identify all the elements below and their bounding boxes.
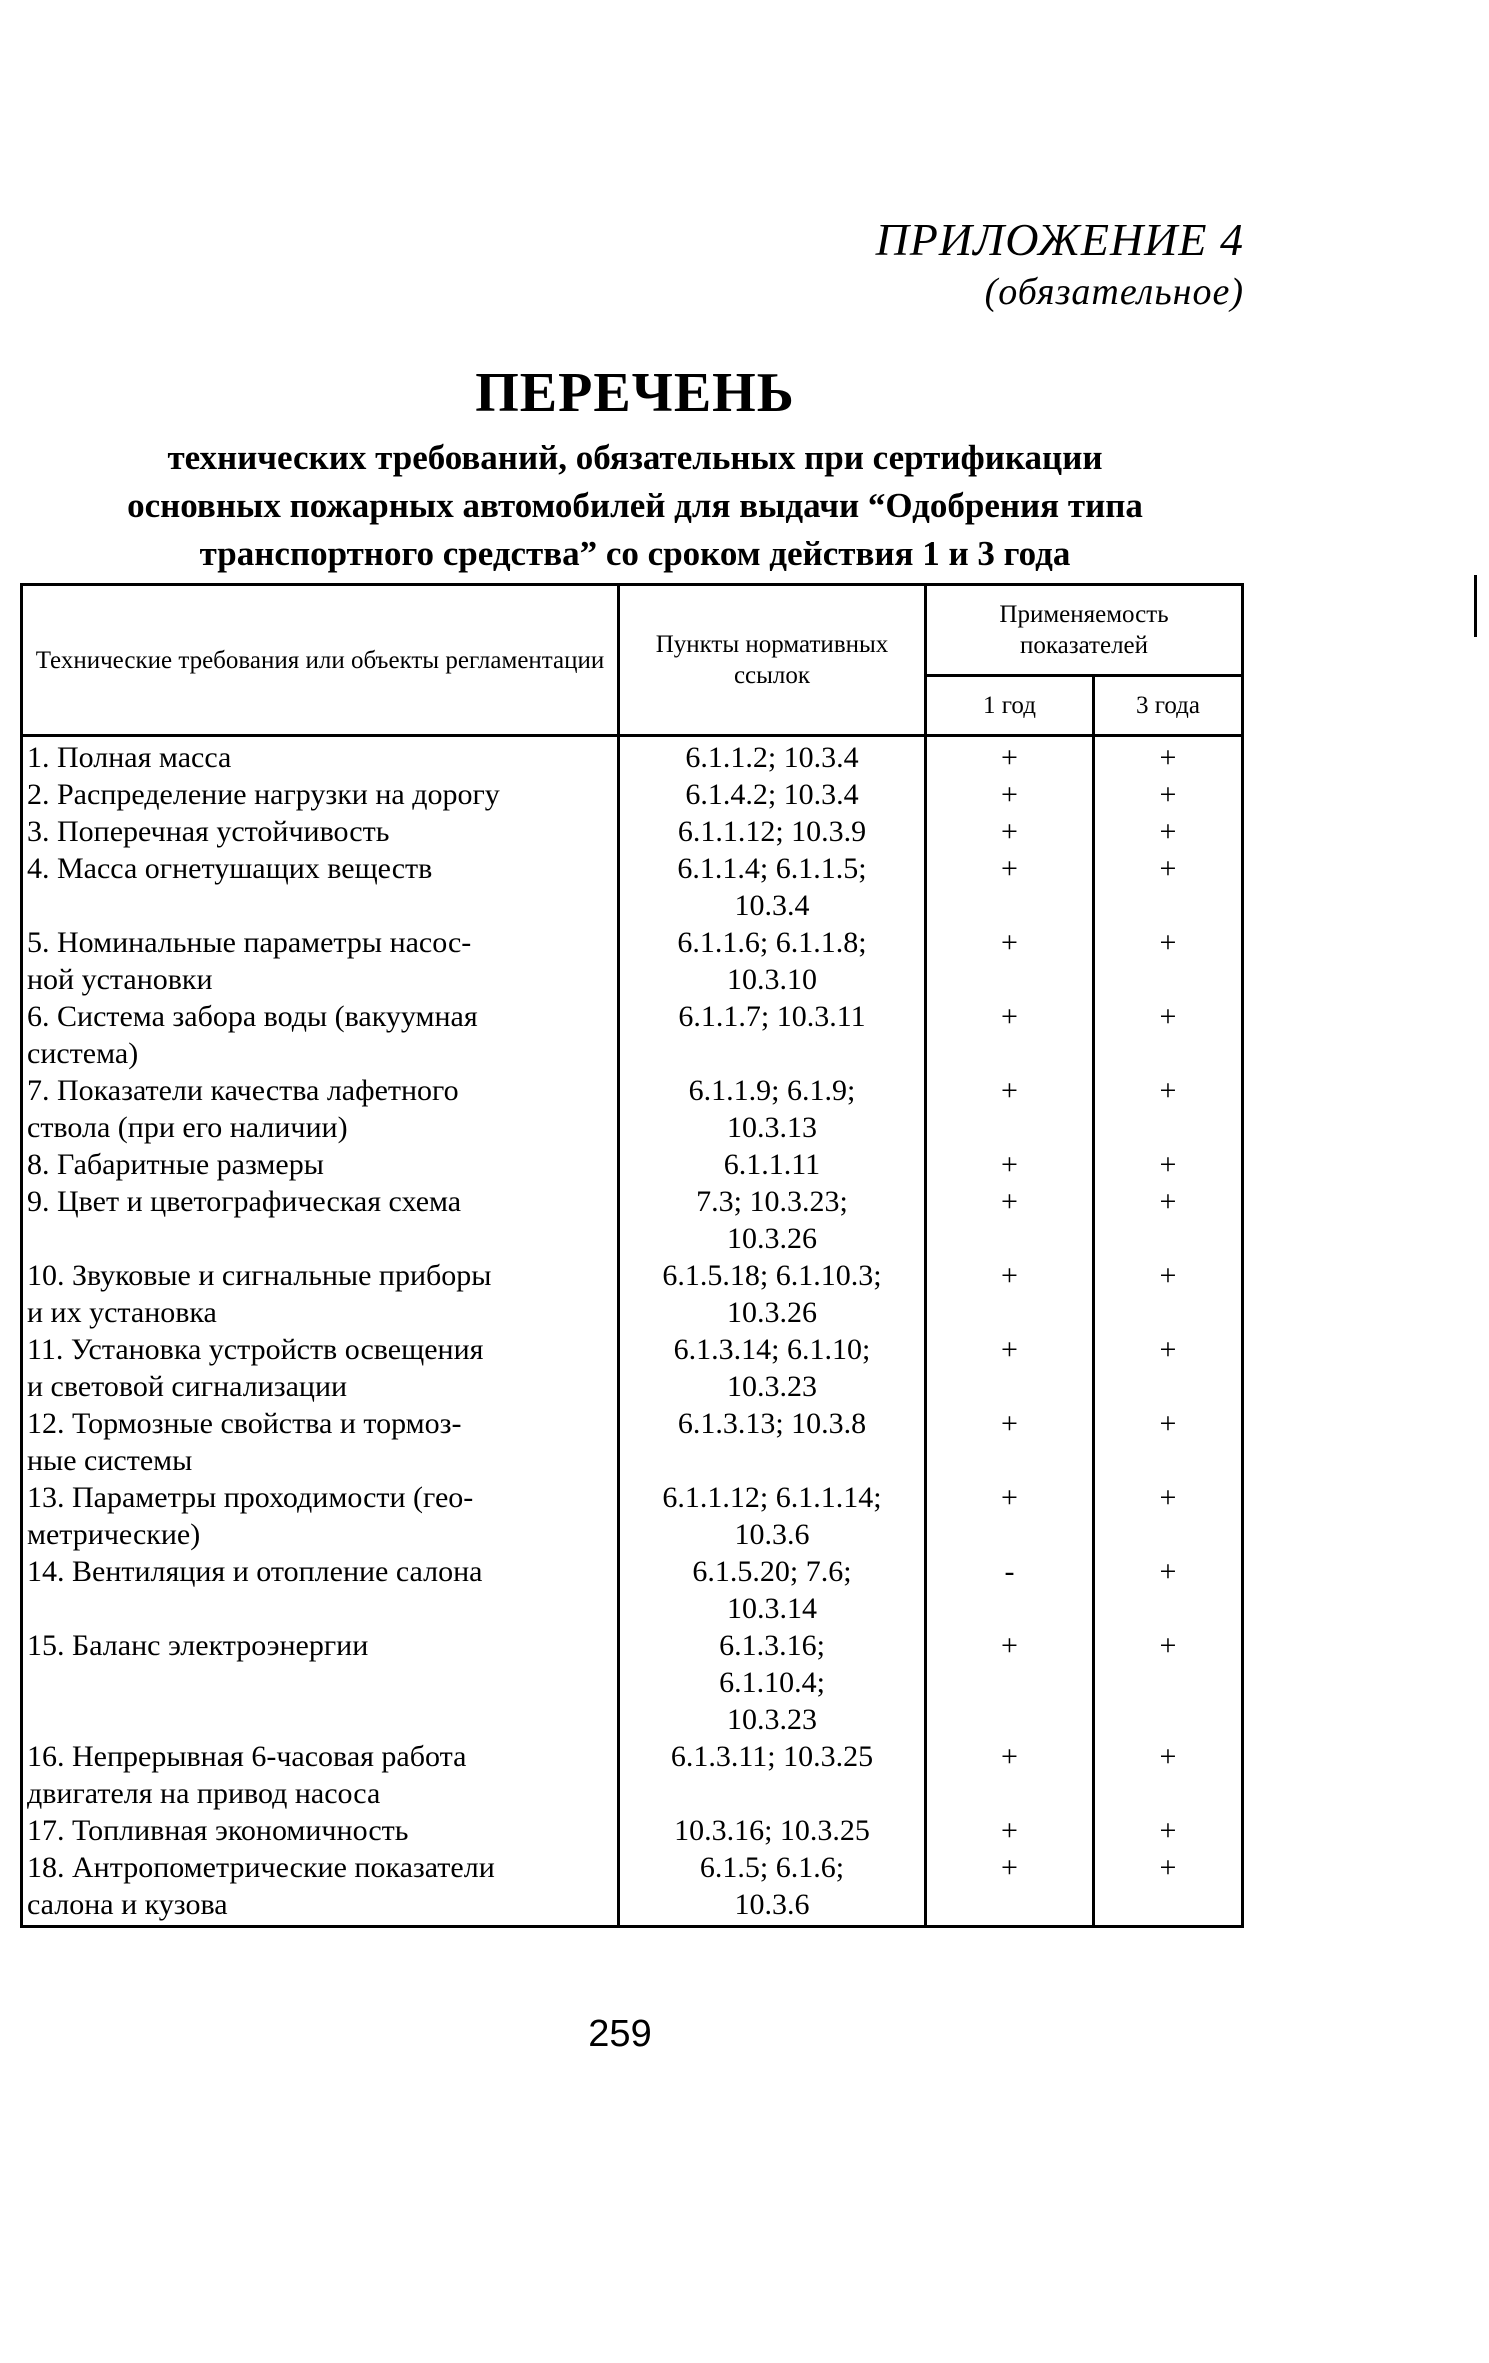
year-3-mark: + bbox=[1094, 1183, 1243, 1257]
requirement-cell bbox=[22, 1183, 619, 1257]
title-block bbox=[30, 358, 1240, 578]
year-3-mark: + bbox=[1094, 1146, 1243, 1183]
table-row bbox=[22, 813, 1243, 850]
year-3-mark: + bbox=[1094, 1331, 1243, 1405]
reference-cell-line: 10.3.26 bbox=[727, 1296, 817, 1329]
table-row bbox=[22, 1183, 1243, 1257]
table-row bbox=[22, 776, 1243, 813]
year-1-mark: + bbox=[926, 1405, 1094, 1479]
requirement-cell-line: салона и кузова bbox=[27, 1888, 228, 1921]
appendix-heading bbox=[876, 212, 1244, 316]
year-3-mark: + bbox=[1094, 736, 1243, 777]
requirement-cell-line: 3. Поперечная устойчивость bbox=[27, 815, 390, 848]
requirement-cell-line: ной установки bbox=[27, 963, 213, 996]
reference-cell bbox=[619, 998, 926, 1072]
requirement-cell bbox=[22, 1479, 619, 1553]
reference-cell bbox=[619, 1072, 926, 1146]
reference-cell-line: 6.1.1.9; 6.1.9; bbox=[688, 1074, 856, 1107]
reference-cell bbox=[619, 1146, 926, 1183]
appendix-label: ПРИЛОЖЕНИЕ 4 bbox=[875, 214, 1244, 265]
reference-cell-line: 6.1.1.11 bbox=[723, 1148, 821, 1181]
table-row bbox=[22, 1331, 1243, 1405]
year-1-mark: + bbox=[926, 1183, 1094, 1257]
reference-cell bbox=[619, 1257, 926, 1331]
table-row bbox=[22, 1812, 1243, 1849]
requirement-cell-line: 18. Антропометрические показатели bbox=[27, 1851, 495, 1884]
reference-cell-line: 6.1.3.14; 6.1.10; bbox=[673, 1333, 871, 1366]
reference-cell-line: 10.3.14 bbox=[727, 1592, 817, 1625]
requirement-cell bbox=[22, 1405, 619, 1479]
reference-cell-line: 6.1.5.20; 7.6; bbox=[692, 1555, 852, 1588]
year-1-mark: + bbox=[926, 1627, 1094, 1738]
reference-cell bbox=[619, 813, 926, 850]
reference-cell-line: 6.1.3.16; bbox=[719, 1629, 825, 1662]
requirement-cell-line: 11. Установка устройств освещения bbox=[27, 1333, 484, 1366]
reference-cell bbox=[619, 924, 926, 998]
requirement-cell bbox=[22, 1331, 619, 1405]
reference-cell bbox=[619, 1331, 926, 1405]
reference-cell-line: 6.1.5.18; 6.1.10.3; bbox=[662, 1259, 882, 1292]
reference-cell-line: 10.3.23 bbox=[727, 1370, 817, 1403]
requirement-cell-line: система) bbox=[27, 1037, 139, 1070]
requirement-cell-line: 16. Непрерывная 6-часовая работа bbox=[27, 1740, 467, 1773]
document-subtitle bbox=[30, 434, 1240, 578]
requirement-cell-line: 6. Система забора воды (вакуумная bbox=[27, 1000, 478, 1033]
reference-cell-line: 6.1.3.13; 10.3.8 bbox=[677, 1407, 867, 1440]
requirement-cell-line: метрические) bbox=[27, 1518, 201, 1551]
requirement-cell-line: 7. Показатели качества лафетного bbox=[27, 1074, 459, 1107]
reference-cell bbox=[619, 1849, 926, 1927]
year-1-mark: + bbox=[926, 998, 1094, 1072]
reference-cell bbox=[619, 1738, 926, 1812]
reference-cell-line: 10.3.4 bbox=[734, 889, 810, 922]
requirement-cell bbox=[22, 998, 619, 1072]
requirement-cell bbox=[22, 736, 619, 777]
year-1-mark: + bbox=[926, 1072, 1094, 1146]
table-row bbox=[22, 998, 1243, 1072]
reference-cell-line: 6.1.5; 6.1.6; bbox=[699, 1851, 845, 1884]
subtitle-line: технических требований, обязательных при сертификации bbox=[167, 438, 1103, 477]
year-1-mark: + bbox=[926, 1738, 1094, 1812]
requirement-cell bbox=[22, 1257, 619, 1331]
table-row bbox=[22, 1627, 1243, 1738]
year-3-mark: + bbox=[1094, 1738, 1243, 1812]
table-row bbox=[22, 1553, 1243, 1627]
year-3-mark: + bbox=[1094, 1627, 1243, 1738]
requirement-cell-line: 10. Звуковые и сигнальные приборы bbox=[27, 1259, 492, 1292]
year-3-mark: + bbox=[1094, 1257, 1243, 1331]
reference-cell-line: 10.3.16; 10.3.25 bbox=[674, 1814, 870, 1847]
requirement-cell bbox=[22, 924, 619, 998]
requirement-cell bbox=[22, 1849, 619, 1927]
year-1-mark: + bbox=[926, 1257, 1094, 1331]
table-row bbox=[22, 1072, 1243, 1146]
reference-cell bbox=[619, 736, 926, 777]
requirement-cell-line: 13. Параметры проходимости (гео- bbox=[27, 1481, 474, 1514]
year-3-mark: + bbox=[1094, 1072, 1243, 1146]
requirement-cell-line: 17. Топливная экономичность bbox=[27, 1814, 409, 1847]
appendix-note: (обязательное) bbox=[984, 271, 1244, 313]
table-row bbox=[22, 736, 1243, 777]
subtitle-line: транспортного средства” со сроком действия 1 и 3 года bbox=[199, 534, 1071, 573]
year-1-mark: + bbox=[926, 924, 1094, 998]
year-1-mark: + bbox=[926, 813, 1094, 850]
year-3-mark: + bbox=[1094, 1479, 1243, 1553]
requirement-cell bbox=[22, 1072, 619, 1146]
requirement-cell bbox=[22, 1812, 619, 1849]
year-1-mark: + bbox=[926, 1146, 1094, 1183]
reference-cell-line: 6.1.1.12; 10.3.9 bbox=[677, 815, 867, 848]
year-1-mark: + bbox=[926, 736, 1094, 777]
reference-cell-line: 10.3.13 bbox=[727, 1111, 817, 1144]
requirement-cell-line: и световой сигнализации bbox=[27, 1370, 348, 1403]
requirement-cell bbox=[22, 850, 619, 924]
page-number: 259 bbox=[588, 2013, 652, 2055]
reference-cell-line: 7.3; 10.3.23; bbox=[696, 1185, 848, 1218]
year-1-mark: + bbox=[926, 850, 1094, 924]
requirement-cell bbox=[22, 1553, 619, 1627]
reference-cell-line: 6.1.1.12; 6.1.1.14; bbox=[662, 1481, 882, 1514]
table-row bbox=[22, 924, 1243, 998]
table-row bbox=[22, 1405, 1243, 1479]
requirement-cell-line: 9. Цвет и цветографическая схема bbox=[27, 1185, 462, 1218]
table-row bbox=[22, 1146, 1243, 1183]
reference-cell-line: 6.1.3.11; 10.3.25 bbox=[670, 1740, 874, 1773]
table-row bbox=[22, 1849, 1243, 1927]
reference-cell bbox=[619, 1812, 926, 1849]
reference-cell-line: 6.1.1.6; 6.1.1.8; bbox=[677, 926, 867, 959]
reference-cell-line: 10.3.10 bbox=[727, 963, 817, 996]
reference-cell bbox=[619, 1553, 926, 1627]
requirement-cell-line: 4. Масса огнетушащих веществ bbox=[27, 852, 433, 885]
year-3-mark: + bbox=[1094, 998, 1243, 1072]
year-1-mark: + bbox=[926, 1849, 1094, 1927]
reference-cell-line: 10.3.23 bbox=[727, 1703, 817, 1736]
document-title: ПЕРЕЧЕНЬ bbox=[475, 362, 795, 424]
year-1-mark: + bbox=[926, 1812, 1094, 1849]
header-year-1: 1 год bbox=[926, 676, 1094, 736]
header-requirement: Технические требования или объекты регламентации bbox=[22, 585, 619, 736]
reference-cell-line: 10.3.6 bbox=[734, 1888, 810, 1921]
reference-cell bbox=[619, 1405, 926, 1479]
reference-cell bbox=[619, 1183, 926, 1257]
requirement-cell-line: 1. Полная масса bbox=[27, 741, 232, 774]
subtitle-line: основных пожарных автомобилей для выдачи “Одобрения типа bbox=[127, 486, 1143, 525]
requirement-cell bbox=[22, 1738, 619, 1812]
table-body bbox=[22, 736, 1243, 1927]
requirement-cell-line: 15. Баланс электроэнергии bbox=[27, 1629, 369, 1662]
year-1-mark: + bbox=[926, 1479, 1094, 1553]
header-references: Пункты нормативных ссылок bbox=[619, 585, 926, 736]
reference-cell bbox=[619, 776, 926, 813]
reference-cell-line: 6.1.10.4; bbox=[719, 1666, 825, 1699]
year-1-mark: + bbox=[926, 776, 1094, 813]
reference-cell bbox=[619, 850, 926, 924]
year-3-mark: + bbox=[1094, 850, 1243, 924]
requirement-cell bbox=[22, 776, 619, 813]
requirement-cell bbox=[22, 1627, 619, 1738]
table-row bbox=[22, 1738, 1243, 1812]
requirement-cell-line: 5. Номинальные параметры насос- bbox=[27, 926, 472, 959]
reference-cell-line: 10.3.6 bbox=[734, 1518, 810, 1551]
table-row bbox=[22, 850, 1243, 924]
requirement-cell-line: и их установка bbox=[27, 1296, 217, 1329]
reference-cell-line: 6.1.1.2; 10.3.4 bbox=[685, 741, 859, 774]
year-1-mark: - bbox=[926, 1553, 1094, 1627]
reference-cell-line: 6.1.1.4; 6.1.1.5; bbox=[677, 852, 867, 885]
requirement-cell-line: ные системы bbox=[27, 1444, 193, 1477]
requirement-cell bbox=[22, 1146, 619, 1183]
year-3-mark: + bbox=[1094, 924, 1243, 998]
year-3-mark: + bbox=[1094, 1405, 1243, 1479]
reference-cell-line: 6.1.1.7; 10.3.11 bbox=[678, 1000, 866, 1033]
margin-rule bbox=[1474, 575, 1477, 637]
year-3-mark: + bbox=[1094, 1812, 1243, 1849]
year-3-mark: + bbox=[1094, 813, 1243, 850]
requirement-cell-line: 12. Тормозные свойства и тормоз- bbox=[27, 1407, 462, 1440]
reference-cell bbox=[619, 1479, 926, 1553]
requirement-cell-line: двигателя на привод насоса bbox=[27, 1777, 381, 1810]
header-year-3: 3 года bbox=[1094, 676, 1243, 736]
header-applicability: Применяемость показателей bbox=[926, 585, 1243, 676]
table-row bbox=[22, 1257, 1243, 1331]
year-3-mark: + bbox=[1094, 776, 1243, 813]
requirement-cell-line: 14. Вентиляция и отопление салона bbox=[27, 1555, 483, 1588]
reference-cell bbox=[619, 1627, 926, 1738]
year-1-mark: + bbox=[926, 1331, 1094, 1405]
requirement-cell-line: 2. Распределение нагрузки на дорогу bbox=[27, 778, 500, 811]
year-3-mark: + bbox=[1094, 1849, 1243, 1927]
reference-cell-line: 6.1.4.2; 10.3.4 bbox=[685, 778, 859, 811]
reference-cell-line: 10.3.26 bbox=[727, 1222, 817, 1255]
requirement-cell-line: ствола (при его наличии) bbox=[27, 1111, 348, 1144]
requirement-cell-line: 8. Габаритные размеры bbox=[27, 1148, 324, 1181]
requirement-cell bbox=[22, 813, 619, 850]
year-3-mark: + bbox=[1094, 1553, 1243, 1627]
requirements-table bbox=[20, 583, 1244, 1928]
table-row bbox=[22, 1479, 1243, 1553]
